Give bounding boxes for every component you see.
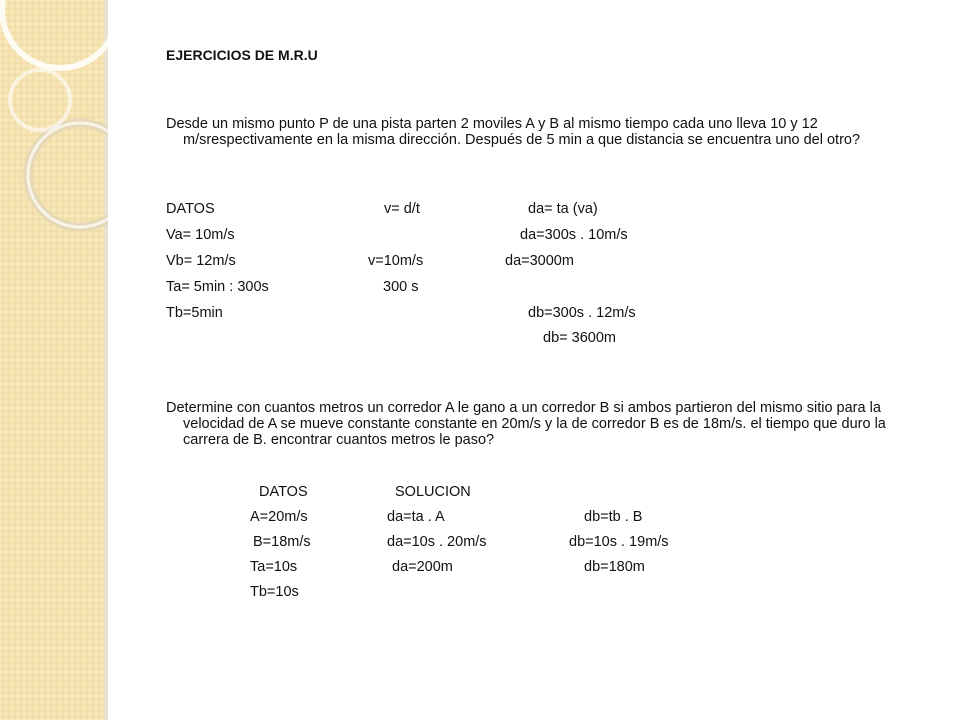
- p1-ta: Ta= 5min : 300s: [166, 279, 269, 295]
- p2-datos-label: DATOS: [259, 484, 308, 500]
- p2-da-result: da=200m: [392, 559, 453, 575]
- p2-db-formula: db=tb . B: [584, 509, 643, 525]
- page-title: EJERCICIOS DE M.R.U: [166, 47, 318, 63]
- p1-da-calc: da=300s . 10m/s: [520, 227, 628, 243]
- p2-a-speed: A=20m/s: [250, 509, 308, 525]
- p2-db-calc: db=10s . 19m/s: [569, 534, 669, 550]
- p1-vb: Vb= 12m/s: [166, 253, 236, 269]
- p1-v-result: v=10m/s: [368, 253, 424, 269]
- p1-db-calc: db=300s . 12m/s: [528, 305, 636, 321]
- p2-da-calc: da=10s . 20m/s: [387, 534, 487, 550]
- p2-solucion-label: SOLUCION: [395, 484, 471, 500]
- p2-tb: Tb=10s: [250, 584, 299, 600]
- p1-db-result: db= 3600m: [543, 330, 616, 346]
- problem-1-statement: Desde un mismo punto P de una pista parten 2 moviles A y B al mismo tiempo cada uno lleva 10 y 12 m/srespectivamente en la misma dirección. Después de 5 min a que distancia se encuentra uno del otro?: [166, 116, 861, 148]
- p1-tb: Tb=5min: [166, 305, 223, 321]
- p2-b-speed: B=18m/s: [253, 534, 311, 550]
- p1-da-result: da=3000m: [505, 253, 574, 269]
- p1-va: Va= 10m/s: [166, 227, 235, 243]
- problem-2-statement: Determine con cuantos metros un corredor A le gano a un corredor B si ambos partieron del mismo sitio para la velocidad de A se mueve constante constante en 20m/s y la de corredor B es de 18m/s. el tiempo que duro la carrera de B. encontrar cuantos metros le paso?: [166, 400, 886, 448]
- p2-ta: Ta=10s: [250, 559, 298, 575]
- p2-da-formula: da=ta . A: [387, 509, 445, 525]
- decorative-side-panel: [0, 0, 108, 720]
- p1-formula-velocity: v= d/t: [384, 201, 420, 217]
- p1-time: 300 s: [383, 279, 419, 295]
- p2-db-result: db=180m: [584, 559, 645, 575]
- p1-datos-label: DATOS: [166, 201, 215, 217]
- p1-formula-da: da= ta (va): [528, 201, 598, 217]
